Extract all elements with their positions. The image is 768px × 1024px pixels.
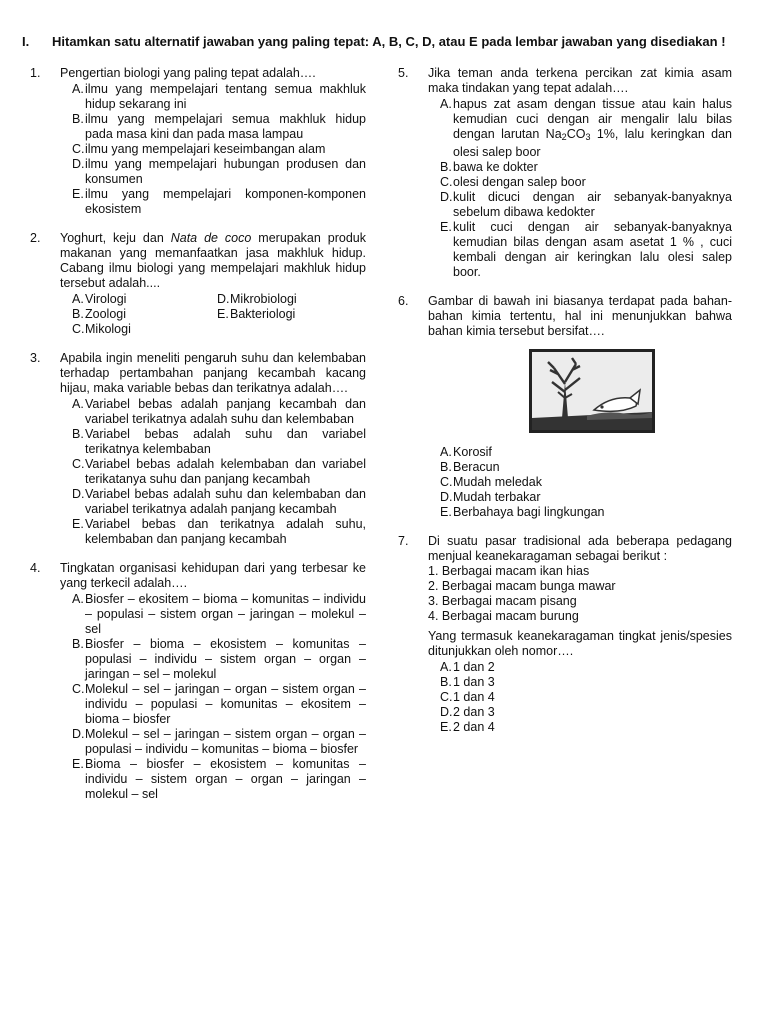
option-d[interactable]	[60, 487, 366, 517]
option-c[interactable]	[60, 682, 366, 727]
option-b[interactable]	[60, 112, 366, 142]
option-letter: A.	[72, 592, 84, 606]
option-text: Beracun	[453, 460, 500, 474]
option-letter: C.	[440, 475, 453, 489]
section-instruction: Hitamkan satu alternatif jawaban yang paling tepat: A, B, C, D, atau E pada lembar jawaban yang disediakan !	[52, 34, 726, 49]
list-item: 4. Berbagai macam burung	[428, 609, 579, 623]
option-text: ilmu yang mempelajari semua makhluk hidup pada masa kini dan pada masa lampau	[85, 112, 366, 141]
option-text: 2 dan 4	[453, 720, 495, 734]
option-c[interactable]	[60, 142, 366, 157]
question-number: 5.	[398, 66, 409, 80]
right-column	[398, 66, 732, 749]
option-a[interactable]	[60, 397, 366, 427]
option-c[interactable]	[60, 322, 205, 337]
question-number: 7.	[398, 534, 409, 548]
option-text: 1 dan 3	[453, 675, 495, 689]
option-letter: A.	[440, 660, 452, 674]
numbered-list	[428, 564, 732, 624]
question-number: 6.	[398, 294, 409, 308]
option-letter: D.	[72, 727, 85, 741]
question-4	[30, 561, 366, 802]
option-letter: D.	[72, 487, 85, 501]
option-text: ilmu yang mempelajari keseimbangan alam	[85, 142, 326, 156]
question-7	[398, 534, 732, 735]
question-number: 2.	[30, 231, 41, 245]
option-letter: D.	[217, 292, 230, 306]
question-stem-2: Yang termasuk keanekaragaman tingkat jenis/spesies ditunjukkan oleh nomor….	[428, 629, 732, 658]
option-letter: B.	[72, 427, 84, 441]
option-letter: B.	[72, 637, 84, 651]
option-letter: E.	[440, 720, 452, 734]
option-text: kulit cuci dengan air sebanyak-banyaknya kemudian bilas dengan asam asetat 1 % , cuci kembali dengan air keringkan lalu olesi salep boor.	[453, 220, 732, 279]
option-e[interactable]	[60, 757, 366, 802]
option-letter: B.	[72, 112, 84, 126]
option-letter: A.	[72, 292, 84, 306]
option-a[interactable]	[60, 292, 205, 307]
stem-italic-text: Nata de coco	[170, 231, 252, 245]
question-stem: Gambar di bawah ini biasanya terdapat pada bahan-bahan kimia tertentu, hal ini menunjukkan bahwa bahan kimia tersebut bersifat….	[428, 294, 732, 338]
option-b[interactable]	[428, 675, 732, 690]
option-letter: C.	[72, 682, 85, 696]
option-letter: E.	[440, 220, 452, 234]
option-letter: D.	[72, 157, 85, 171]
option-text: Molekul – sel – jaringan – organ – sistem organ – individu – populasi – komunitas – ekositem – bioma – biosfer	[85, 682, 366, 726]
option-b[interactable]	[428, 160, 732, 175]
option-letter: B.	[440, 460, 452, 474]
option-text: Molekul – sel – jaringan – sistem organ – organ – populasi – individu – komunitas – bioma – biosfer	[85, 727, 366, 756]
option-c[interactable]	[428, 175, 732, 190]
option-letter: E.	[217, 307, 229, 321]
option-text: Mikrobiologi	[230, 292, 297, 306]
question-stem: Pengertian biologi yang paling tepat adalah….	[60, 66, 316, 80]
options-list	[428, 97, 732, 280]
option-text: olesi dengan salep boor	[453, 175, 586, 189]
option-text: ilmu yang mempelajari tentang semua makhluk hidup sekarang ini	[85, 82, 366, 111]
options-list	[60, 397, 366, 547]
option-text: Variabel bebas dan terikatnya adalah suhu, kelembaban dan panjang kecambah	[85, 517, 366, 546]
option-d[interactable]	[428, 705, 732, 720]
question-stem: Tingkatan organisasi kehidupan dari yang terbesar ke yang terkecil adalah….	[60, 561, 366, 590]
option-text: 1%, lalu keringkan dan olesi salep boor	[453, 127, 733, 159]
option-c[interactable]	[60, 457, 366, 487]
option-d[interactable]	[428, 190, 732, 220]
option-letter: E.	[72, 517, 84, 531]
options-grid	[60, 292, 366, 337]
options-list	[60, 592, 366, 802]
option-b[interactable]	[60, 307, 205, 322]
option-d[interactable]	[428, 490, 732, 505]
list-item: 3. Berbagai macam pisang	[428, 594, 577, 608]
option-text: Variabel bebas adalah suhu dan variabel terikatnya kelembaban	[85, 427, 366, 456]
question-2	[30, 231, 366, 337]
question-5	[398, 66, 732, 280]
option-text: hapus zat asam dengan tissue atau kain halus kemudian cuci dengan air mengalir lalu bilas dengan larutan Na	[453, 97, 732, 141]
question-number: 1.	[30, 66, 41, 80]
question-3	[30, 351, 366, 547]
option-letter: C.	[72, 322, 85, 336]
option-a[interactable]	[428, 445, 732, 460]
option-letter: C.	[440, 175, 453, 189]
subscript: 3	[585, 132, 591, 142]
option-letter: A.	[440, 97, 452, 111]
option-b[interactable]	[428, 460, 732, 475]
question-number: 3.	[30, 351, 41, 365]
option-text: bawa ke dokter	[453, 160, 538, 174]
option-text: Variabel bebas adalah kelembaban dan variabel terikatanya suhu dan panjang kecambah	[85, 457, 366, 486]
option-letter: C.	[440, 690, 453, 704]
option-text: Variabel bebas adalah suhu dan kelembaban dan variabel terikatnya adalah panjang kecambah	[85, 487, 366, 516]
option-e[interactable]	[60, 187, 366, 217]
options-list	[428, 660, 732, 735]
list-item: 1. Berbagai macam ikan hias	[428, 564, 590, 578]
question-1	[30, 66, 366, 217]
option-text: 1 dan 2	[453, 660, 495, 674]
option-letter: A.	[72, 82, 84, 96]
option-text: Biosfer – bioma – ekosistem – komunitas – populasi – individu – sistem organ – organ – jaringan – sel – molekul	[85, 637, 366, 681]
option-d[interactable]	[205, 292, 355, 307]
stem-text: Yoghurt, keju dan	[60, 231, 171, 245]
question-stem	[60, 231, 366, 291]
option-letter: E.	[72, 187, 84, 201]
option-letter: A.	[440, 445, 452, 459]
option-text: Biosfer – ekositem – bioma – komunitas – individu – populasi – sistem organ – jaringan – molekul – sel	[85, 592, 366, 636]
option-letter: E.	[440, 505, 452, 519]
option-text: Mikologi	[85, 322, 131, 336]
option-e[interactable]	[60, 517, 366, 547]
option-letter: D.	[440, 190, 453, 204]
option-text: Zoologi	[85, 307, 126, 321]
option-letter: C.	[72, 142, 85, 156]
option-e[interactable]	[428, 220, 732, 280]
option-c[interactable]	[428, 690, 732, 705]
options-list	[60, 82, 366, 217]
option-text: Mudah terbakar	[453, 490, 541, 504]
option-e[interactable]	[205, 307, 355, 322]
option-b[interactable]	[60, 427, 366, 457]
option-text: CO	[566, 127, 586, 141]
option-text: Bakteriologi	[230, 307, 296, 321]
option-letter: E.	[72, 757, 84, 771]
option-a[interactable]	[60, 82, 366, 112]
option-letter: A.	[72, 397, 84, 411]
option-text: Mudah meledak	[453, 475, 542, 489]
option-a[interactable]	[428, 660, 732, 675]
list-item: 2. Berbagai macam bunga mawar	[428, 579, 616, 593]
question-stem: Di suatu pasar tradisional ada beberapa pedagang menjual keanekaragaman sebagai berikut :	[428, 534, 732, 563]
option-text: kulit dicuci dengan air sebanyak-banyaknya sebelum dibawa kedokter	[453, 190, 732, 219]
environment-hazard-icon	[529, 349, 655, 433]
option-text: 1 dan 4	[453, 690, 495, 704]
option-letter: D.	[440, 705, 453, 719]
question-number: 4.	[30, 561, 41, 575]
option-text: 2 dan 3	[453, 705, 495, 719]
option-d[interactable]	[60, 157, 366, 187]
stem-text: merupakan produk makanan yang memanfaatkan jasa makhluk hidup. Cabang ilmu biologi yang mempelajari makhluk hidup tersebut adalah....	[60, 231, 366, 290]
options-list	[428, 445, 732, 520]
option-text: ilmu yang mempelajari hubungan produsen dan konsumen	[85, 157, 366, 186]
option-a[interactable]	[60, 592, 366, 637]
option-d[interactable]	[60, 727, 366, 757]
option-text: ilmu yang mempelajari komponen-komponen ekosistem	[85, 187, 366, 216]
left-column	[30, 66, 366, 816]
question-stem: Apabila ingin meneliti pengaruh suhu dan kelembaban terhadap pertambahan panjang kecambah kacang hijau, maka variable bebas dan terikatnya adalah….	[60, 351, 366, 395]
option-c[interactable]	[428, 475, 732, 490]
subscript: 2	[561, 132, 567, 142]
question-stem: Jika teman anda terkena percikan zat kimia asam maka tindakan yang tepat adalah….	[428, 66, 732, 95]
option-letter: D.	[440, 490, 453, 504]
option-text: Korosif	[453, 445, 492, 459]
option-e[interactable]	[428, 505, 732, 520]
option-letter: C.	[72, 457, 85, 471]
option-text: Berbahaya bagi lingkungan	[453, 505, 605, 519]
option-letter: B.	[72, 307, 84, 321]
option-e[interactable]	[428, 720, 732, 735]
section-number: I.	[22, 34, 30, 49]
option-text: Variabel bebas adalah panjang kecambah dan variabel terikatnya adalah suhu dan kelembaban	[85, 397, 366, 426]
question-6	[398, 294, 732, 520]
option-a[interactable]	[428, 97, 732, 160]
option-text: Bioma – biosfer – ekosistem – komunitas – individu – sistem organ – organ – jaringan – molekul – sel	[85, 757, 366, 801]
option-letter: B.	[440, 160, 452, 174]
option-b[interactable]	[60, 637, 366, 682]
option-letter: B.	[440, 675, 452, 689]
section-heading	[22, 34, 752, 49]
option-text: Virologi	[85, 292, 127, 306]
